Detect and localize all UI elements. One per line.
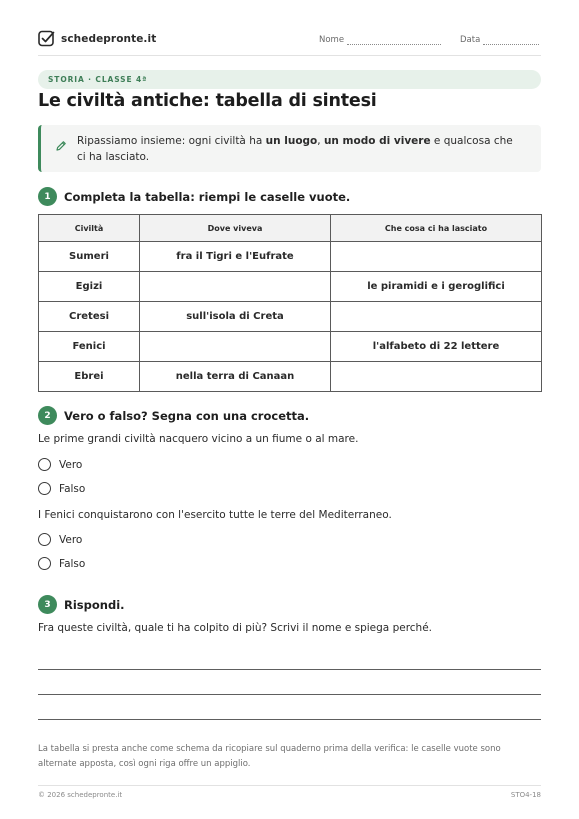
section-number: 2 — [38, 406, 57, 425]
table-row — [39, 332, 542, 362]
footer-code: STO4-18 — [510, 791, 541, 799]
section-number: 1 — [38, 187, 57, 206]
question-text: Fra queste civiltà, quale ti ha colpito di più? Scrivi il nome e spiega perché. — [38, 622, 433, 634]
radio-circle[interactable] — [38, 557, 51, 570]
section-title: Completa la tabella: riempi le caselle vuote. — [64, 189, 351, 204]
legacy-cell: l'alfabeto di 22 lettere — [331, 332, 542, 362]
legacy-cell: le piramidi e i geroglifici — [331, 272, 542, 302]
writing-line[interactable] — [38, 719, 541, 720]
option-false[interactable] — [38, 557, 85, 570]
header-divider — [38, 55, 541, 56]
civilization-cell: Egizi — [39, 272, 140, 302]
worksheet-page — [38, 0, 541, 819]
location-cell-blank[interactable] — [140, 272, 331, 302]
name-line[interactable] — [347, 36, 441, 45]
option-label: Falso — [59, 482, 86, 495]
option-false[interactable] — [38, 482, 85, 495]
intro-callout — [38, 125, 541, 172]
date-field[interactable] — [460, 35, 539, 45]
name-field[interactable] — [319, 35, 441, 45]
subject-tag: STORIA · CLASSE 4ª — [38, 70, 541, 89]
teacher-note: La tabella si presta anche come schema da ricopiare sul quaderno prima della verifica: le caselle vuote sono alternate apposta, così ogni riga offre un appiglio. — [38, 744, 501, 769]
name-label: Nome — [319, 35, 345, 45]
civilizations-table — [38, 214, 542, 392]
checkbox-logo-icon — [38, 30, 55, 47]
callout-text: Ripassiamo insieme: ogni civiltà ha un luogo, un modo di vivere e qualcosa che ci ha lasciato. — [77, 135, 513, 163]
civilization-cell: Ebrei — [39, 362, 140, 392]
writing-line[interactable] — [38, 669, 541, 670]
location-cell: nella terra di Canaan — [140, 362, 331, 392]
table-row — [39, 302, 542, 332]
table-row — [39, 242, 542, 272]
location-cell-blank[interactable] — [140, 332, 331, 362]
section-title: Rispondi. — [64, 597, 125, 612]
legacy-cell-blank[interactable] — [331, 362, 542, 392]
legacy-cell-blank[interactable] — [331, 242, 542, 272]
option-label: Vero — [59, 533, 83, 546]
option-true[interactable] — [38, 458, 82, 471]
date-line[interactable] — [483, 36, 539, 45]
civilization-cell: Fenici — [39, 332, 140, 362]
footer-copyright: © 2026 schedepronte.it — [38, 791, 123, 799]
location-cell: fra il Tigri e l'Eufrate — [140, 242, 331, 272]
table-row — [39, 272, 542, 302]
table-row — [39, 362, 542, 392]
page-title: Le civiltà antiche: tabella di sintesi — [38, 91, 377, 111]
civilization-cell: Cretesi — [39, 302, 140, 332]
column-header: Civiltà — [39, 215, 140, 242]
section-number: 3 — [38, 595, 57, 614]
radio-circle[interactable] — [38, 482, 51, 495]
column-header: Che cosa ci ha lasciato — [331, 215, 542, 242]
question-text: Le prime grandi civiltà nacquero vicino a un fiume o al mare. — [38, 433, 359, 445]
date-label: Data — [460, 35, 481, 45]
writing-line[interactable] — [38, 694, 541, 695]
question-text: I Fenici conquistarono con l'esercito tutte le terre del Mediterraneo. — [38, 509, 392, 521]
legacy-cell-blank[interactable] — [331, 302, 542, 332]
section-title: Vero o falso? Segna con una crocetta. — [64, 408, 310, 423]
option-label: Falso — [59, 557, 86, 570]
section-3-heading — [38, 595, 125, 614]
option-label: Vero — [59, 458, 83, 471]
column-header: Dove viveva — [140, 215, 331, 242]
civilization-cell: Sumeri — [39, 242, 140, 272]
section-1-heading — [38, 187, 350, 206]
brand — [38, 30, 156, 47]
pencil-icon — [55, 137, 67, 156]
section-2-heading — [38, 406, 309, 425]
brand-name: schedepronte.it — [61, 32, 157, 45]
footer-divider — [38, 785, 541, 786]
location-cell: sull'isola di Creta — [140, 302, 331, 332]
radio-circle[interactable] — [38, 533, 51, 546]
table-header-row — [39, 215, 542, 242]
option-true[interactable] — [38, 533, 82, 546]
radio-circle[interactable] — [38, 458, 51, 471]
